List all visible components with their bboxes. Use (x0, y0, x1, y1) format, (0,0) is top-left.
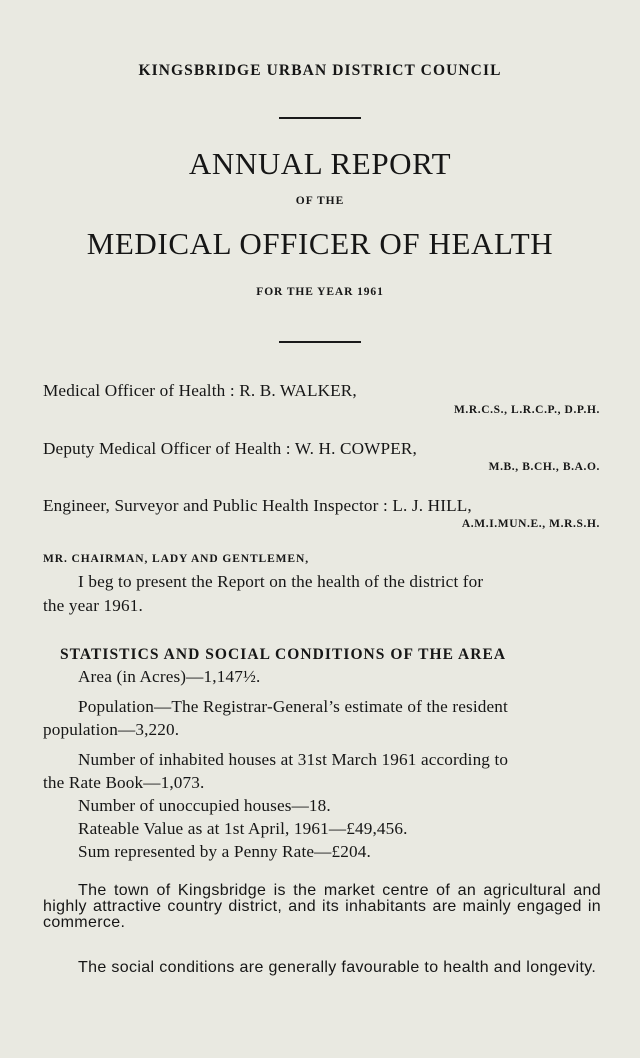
stat-penny-rate: Sum represented by a Penny Rate—£204. (78, 842, 371, 861)
salutation: MR. CHAIRMAN, LADY AND GENTLEMEN, (43, 553, 309, 565)
of-the-line: OF THE (295, 195, 345, 207)
stat-area: Area (in Acres)—1,147½. (78, 667, 261, 686)
staff-line-engineer: Engineer, Surveyor and Public Health Inspector : L. J. HILL, (43, 496, 472, 515)
officer-title: MEDICAL OFFICER OF HEALTH (86, 226, 554, 261)
conditions-paragraph-1: The town of Kingsbridge is the market centre of an agricultural and highly attractive country district, and its inhabitants are mainly engaged in commerce. (43, 882, 601, 931)
address-line-1: I beg to present the Report on the health of the district for (78, 572, 484, 591)
year-line: FOR THE YEAR 1961 (256, 286, 384, 298)
stat-houses-line-2: the Rate Book—1,073. (43, 773, 205, 792)
conditions-paragraph-2: The social conditions are generally favourable to health and longevity. (78, 959, 597, 976)
stat-population-line-2: population—3,220. (43, 720, 180, 739)
qualifications-engineer: A.M.I.MUN.E., M.R.S.H. (461, 518, 600, 530)
stat-houses-line-1: Number of inhabited houses at 31st March 1961 according to (78, 750, 509, 769)
top-divider (279, 117, 361, 119)
qualifications-deputy-officer: M.B., B.CH., B.A.O. (488, 461, 600, 473)
bottom-divider (279, 341, 361, 343)
staff-line-medical-officer: Medical Officer of Health : R. B. WALKER, (43, 381, 357, 400)
council-name: KINGSBRIDGE URBAN DISTRICT COUNCIL (138, 62, 502, 79)
stat-rateable-value: Rateable Value as at 1st April, 1961—£49,456. (78, 819, 408, 838)
report-title: ANNUAL REPORT (188, 146, 452, 181)
stat-population-line-1: Population—The Registrar-General’s estimate of the resident (78, 697, 508, 716)
staff-line-deputy-officer: Deputy Medical Officer of Health : W. H. COWPER, (43, 439, 417, 458)
qualifications-medical-officer: M.R.C.S., L.R.C.P., D.P.H. (453, 404, 600, 416)
section-heading: STATISTICS AND SOCIAL CONDITIONS OF THE AREA (60, 646, 507, 663)
address-line-2: the year 1961. (43, 596, 143, 615)
stat-unoccupied: Number of unoccupied houses—18. (78, 796, 331, 815)
